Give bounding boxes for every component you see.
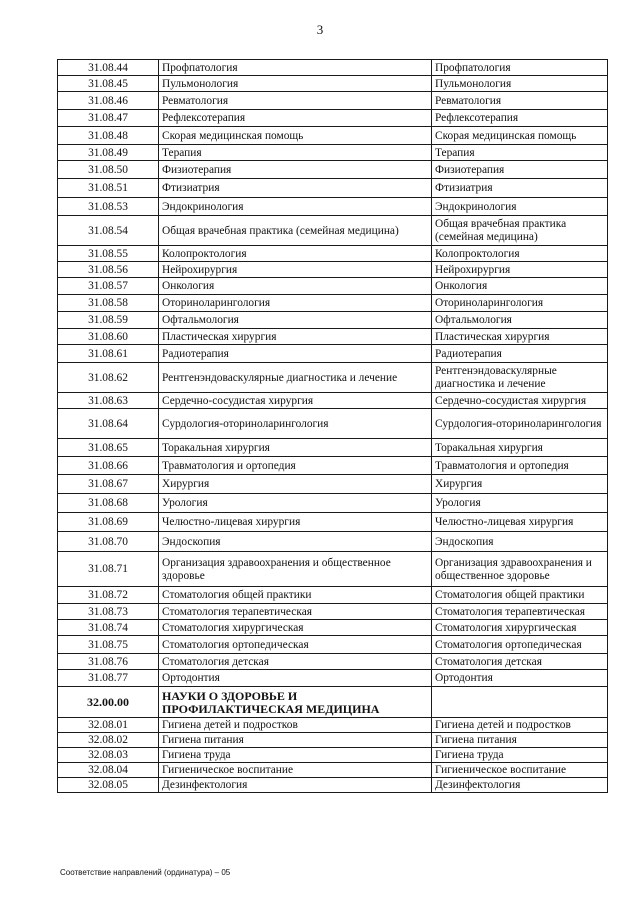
specialty-name-cell: Сердечно-сосудистая хирургия xyxy=(159,393,432,409)
table-row xyxy=(58,670,608,687)
table-row xyxy=(58,494,608,513)
specialty-name-cell: Терапия xyxy=(159,145,432,161)
code-cell: 32.00.00 xyxy=(58,687,159,718)
matching-specialty-cell: Офтальмология xyxy=(432,312,608,329)
matching-specialty-cell: Пульмонология xyxy=(432,76,608,92)
table-row xyxy=(58,278,608,295)
table-row xyxy=(58,532,608,552)
code-cell: 31.08.61 xyxy=(58,345,159,363)
table-row xyxy=(58,552,608,587)
matching-specialty-cell: Физиотерапия xyxy=(432,161,608,179)
specialties-table xyxy=(57,59,608,793)
specialty-name-cell: Ортодонтия xyxy=(159,670,432,687)
specialty-name-cell: Челюстно-лицевая хирургия xyxy=(159,513,432,532)
matching-specialty-cell: Стоматология хирургическая xyxy=(432,620,608,636)
specialty-name-cell: Радиотерапия xyxy=(159,345,432,363)
code-cell: 31.08.74 xyxy=(58,620,159,636)
code-cell: 31.08.58 xyxy=(58,295,159,312)
code-cell: 31.08.75 xyxy=(58,636,159,654)
matching-specialty-cell: Урология xyxy=(432,494,608,513)
code-cell: 31.08.60 xyxy=(58,329,159,345)
table-row xyxy=(58,161,608,179)
specialty-name-cell: Гигиена труда xyxy=(159,748,432,763)
code-cell: 31.08.67 xyxy=(58,475,159,494)
table-row xyxy=(58,475,608,494)
specialty-name-cell: Пульмонология xyxy=(159,76,432,92)
specialty-name-cell: Рефлексотерапия xyxy=(159,110,432,127)
code-cell: 32.08.04 xyxy=(58,763,159,778)
specialty-name-cell: Гигиена питания xyxy=(159,733,432,748)
code-cell: 31.08.55 xyxy=(58,246,159,262)
table-row xyxy=(58,345,608,363)
matching-specialty-cell: Терапия xyxy=(432,145,608,161)
code-cell: 32.08.05 xyxy=(58,778,159,793)
matching-specialty-cell: Радиотерапия xyxy=(432,345,608,363)
specialty-name-cell: Травматология и ортопедия xyxy=(159,457,432,475)
table-row xyxy=(58,110,608,127)
specialty-name-cell: Дезинфектология xyxy=(159,778,432,793)
table-row xyxy=(58,393,608,409)
table-row xyxy=(58,179,608,198)
code-cell: 31.08.63 xyxy=(58,393,159,409)
specialty-name-cell: Сурдология-оториноларингология xyxy=(159,409,432,439)
code-cell: 31.08.50 xyxy=(58,161,159,179)
table-row xyxy=(58,198,608,216)
specialty-name-cell: Стоматология ортопедическая xyxy=(159,636,432,654)
table-row xyxy=(58,262,608,278)
code-cell: 31.08.68 xyxy=(58,494,159,513)
code-cell: 31.08.62 xyxy=(58,363,159,393)
matching-specialty-cell: Стоматология терапевтическая xyxy=(432,604,608,620)
code-cell: 31.08.73 xyxy=(58,604,159,620)
matching-specialty-cell: Скорая медицинская помощь xyxy=(432,127,608,145)
matching-specialty-cell xyxy=(432,687,608,718)
specialty-name-cell: Стоматология детская xyxy=(159,654,432,670)
specialty-name-cell: Организация здравоохранения и общественное здоровье xyxy=(159,552,432,587)
matching-specialty-cell: Оториноларингология xyxy=(432,295,608,312)
code-cell: 31.08.69 xyxy=(58,513,159,532)
specialty-name-cell: Физиотерапия xyxy=(159,161,432,179)
matching-specialty-cell: Торакальная хирургия xyxy=(432,439,608,457)
table-row xyxy=(58,76,608,92)
matching-specialty-cell: Эндокринология xyxy=(432,198,608,216)
table-row xyxy=(58,620,608,636)
table-row xyxy=(58,363,608,393)
matching-specialty-cell: Гигиена труда xyxy=(432,748,608,763)
specialty-name-cell: Стоматология хирургическая xyxy=(159,620,432,636)
specialty-name-cell: Стоматология общей практики xyxy=(159,587,432,604)
matching-specialty-cell: Дезинфектология xyxy=(432,778,608,793)
page-number: 3 xyxy=(316,22,324,37)
table-row xyxy=(58,733,608,748)
code-cell: 31.08.46 xyxy=(58,92,159,110)
table-row xyxy=(58,145,608,161)
matching-specialty-cell: Колопроктология xyxy=(432,246,608,262)
matching-specialty-cell: Сердечно-сосудистая хирургия xyxy=(432,393,608,409)
specialty-name-cell: Фтизиатрия xyxy=(159,179,432,198)
matching-specialty-cell: Эндоскопия xyxy=(432,532,608,552)
specialty-name-cell: Офтальмология xyxy=(159,312,432,329)
matching-specialty-cell: Онкология xyxy=(432,278,608,295)
section-header-row xyxy=(58,687,608,718)
matching-specialty-cell: Гигиена питания xyxy=(432,733,608,748)
code-cell: 31.08.48 xyxy=(58,127,159,145)
specialty-name-cell: Урология xyxy=(159,494,432,513)
table-row xyxy=(58,127,608,145)
matching-specialty-cell: Профпатология xyxy=(432,60,608,76)
document-footer: Соответствие направлений (ординатура) – 05 xyxy=(60,868,231,877)
specialty-name-cell: Торакальная хирургия xyxy=(159,439,432,457)
table-row xyxy=(58,718,608,733)
code-cell: 31.08.70 xyxy=(58,532,159,552)
matching-specialty-cell: Организация здравоохранения и общественное здоровье xyxy=(432,552,608,587)
table-row xyxy=(58,295,608,312)
code-cell: 31.08.47 xyxy=(58,110,159,127)
table-row xyxy=(58,439,608,457)
table-row xyxy=(58,329,608,345)
specialty-name-cell: НАУКИ О ЗДОРОВЬЕ И ПРОФИЛАКТИЧЕСКАЯ МЕДИЦИНА xyxy=(159,687,432,718)
specialty-name-cell: Хирургия xyxy=(159,475,432,494)
specialty-name-cell: Ревматология xyxy=(159,92,432,110)
matching-specialty-cell: Сурдология-оториноларингология xyxy=(432,409,608,439)
code-cell: 31.08.53 xyxy=(58,198,159,216)
code-cell: 32.08.01 xyxy=(58,718,159,733)
code-cell: 31.08.64 xyxy=(58,409,159,439)
specialty-name-cell: Стоматология терапевтическая xyxy=(159,604,432,620)
specialty-name-cell: Гигиена детей и подростков xyxy=(159,718,432,733)
specialty-name-cell: Рентгенэндоваскулярные диагностика и лечение xyxy=(159,363,432,393)
table-row xyxy=(58,246,608,262)
code-cell: 31.08.45 xyxy=(58,76,159,92)
specialty-name-cell: Эндоскопия xyxy=(159,532,432,552)
code-cell: 31.08.44 xyxy=(58,60,159,76)
table-row xyxy=(58,312,608,329)
matching-specialty-cell: Стоматология ортопедическая xyxy=(432,636,608,654)
table-row xyxy=(58,409,608,439)
code-cell: 31.08.72 xyxy=(58,587,159,604)
code-cell: 31.08.59 xyxy=(58,312,159,329)
specialty-name-cell: Оториноларингология xyxy=(159,295,432,312)
table-row xyxy=(58,587,608,604)
matching-specialty-cell: Гигиена детей и подростков xyxy=(432,718,608,733)
code-cell: 31.08.77 xyxy=(58,670,159,687)
code-cell: 31.08.71 xyxy=(58,552,159,587)
matching-specialty-cell: Травматология и ортопедия xyxy=(432,457,608,475)
table-row xyxy=(58,513,608,532)
table-row xyxy=(58,654,608,670)
matching-specialty-cell: Ревматология xyxy=(432,92,608,110)
specialty-name-cell: Скорая медицинская помощь xyxy=(159,127,432,145)
matching-specialty-cell: Стоматология детская xyxy=(432,654,608,670)
specialty-name-cell: Нейрохирургия xyxy=(159,262,432,278)
specialty-name-cell: Колопроктология xyxy=(159,246,432,262)
code-cell: 31.08.49 xyxy=(58,145,159,161)
code-cell: 31.08.54 xyxy=(58,216,159,246)
code-cell: 31.08.56 xyxy=(58,262,159,278)
matching-specialty-cell: Ортодонтия xyxy=(432,670,608,687)
table-row xyxy=(58,60,608,76)
specialty-name-cell: Эндокринология xyxy=(159,198,432,216)
code-cell: 31.08.66 xyxy=(58,457,159,475)
matching-specialty-cell: Стоматология общей практики xyxy=(432,587,608,604)
table-row xyxy=(58,636,608,654)
matching-specialty-cell: Общая врачебная практика (семейная медицина) xyxy=(432,216,608,246)
code-cell: 31.08.65 xyxy=(58,439,159,457)
matching-specialty-cell: Рефлексотерапия xyxy=(432,110,608,127)
code-cell: 31.08.51 xyxy=(58,179,159,198)
table-row xyxy=(58,457,608,475)
specialty-name-cell: Гигиеническое воспитание xyxy=(159,763,432,778)
matching-specialty-cell: Фтизиатрия xyxy=(432,179,608,198)
code-cell: 32.08.03 xyxy=(58,748,159,763)
table-row xyxy=(58,763,608,778)
matching-specialty-cell: Хирургия xyxy=(432,475,608,494)
specialty-name-cell: Онкология xyxy=(159,278,432,295)
table-row xyxy=(58,604,608,620)
code-cell: 32.08.02 xyxy=(58,733,159,748)
matching-specialty-cell: Челюстно-лицевая хирургия xyxy=(432,513,608,532)
specialty-name-cell: Общая врачебная практика (семейная медицина) xyxy=(159,216,432,246)
matching-specialty-cell: Рентгенэндоваскулярные диагностика и лечение xyxy=(432,363,608,393)
code-cell: 31.08.76 xyxy=(58,654,159,670)
table-row xyxy=(58,216,608,246)
matching-specialty-cell: Нейрохирургия xyxy=(432,262,608,278)
specialty-name-cell: Пластическая хирургия xyxy=(159,329,432,345)
specialty-name-cell: Профпатология xyxy=(159,60,432,76)
table-row xyxy=(58,748,608,763)
table-row xyxy=(58,778,608,793)
table-row xyxy=(58,92,608,110)
code-cell: 31.08.57 xyxy=(58,278,159,295)
matching-specialty-cell: Гигиеническое воспитание xyxy=(432,763,608,778)
matching-specialty-cell: Пластическая хирургия xyxy=(432,329,608,345)
